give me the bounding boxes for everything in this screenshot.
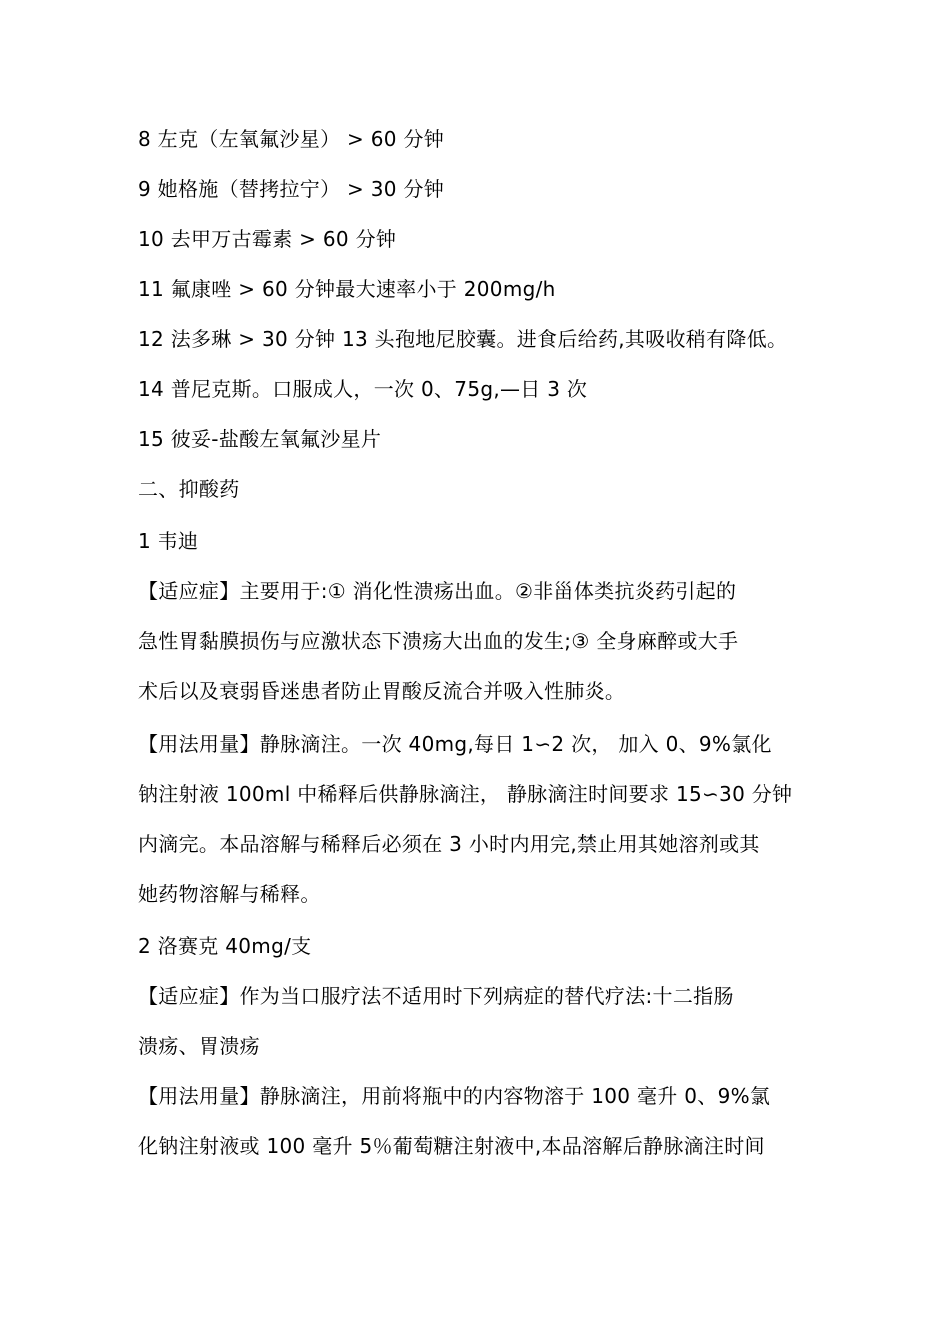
- dosage-paragraph-line: 【用法用量】静脉滴注，用前将瓶中的内容物溶于 100 毫升 0、9%氯: [138, 1084, 771, 1108]
- indication-paragraph-line: 溃疡、胃溃疡: [138, 1034, 260, 1058]
- text-line-item-12-13: 12 法多琳 > 30 分钟 13 头孢地尼胶囊。进食后给药,其吸收稍有降低。: [138, 327, 788, 351]
- text-line-item-11: 11 氟康唑 > 60 分钟最大速率小于 200mg/h: [138, 277, 556, 301]
- drug-heading-losec: 2 洛赛克 40mg/支: [138, 934, 312, 958]
- dosage-paragraph-line: 她药物溶解与稀释。: [138, 882, 321, 906]
- indication-paragraph-line: 术后以及衰弱昏迷患者防止胃酸反流合并吸入性肺炎。: [138, 679, 626, 703]
- section-heading-antacid: 二、抑酸药: [138, 477, 240, 501]
- indication-paragraph-line: 【适应症】主要用于:① 消化性溃疡出血。②非甾体类抗炎药引起的: [138, 579, 737, 603]
- dosage-paragraph-line: 化钠注射液或 100 毫升 5％葡萄糖注射液中,本品溶解后静脉滴注时间: [138, 1134, 765, 1158]
- drug-heading-weidi: 1 韦迪: [138, 529, 199, 553]
- indication-paragraph-line: 【适应症】作为当口服疗法不适用时下列病症的替代疗法:十二指肠: [138, 984, 734, 1008]
- text-line-item-8: 8 左克（左氧氟沙星） > 60 分钟: [138, 127, 445, 151]
- text-line-item-10: 10 去甲万古霉素 > 60 分钟: [138, 227, 397, 251]
- text-line-item-9: 9 她格施（替拷拉宁） > 30 分钟: [138, 177, 445, 201]
- text-line-item-15: 15 彼妥-盐酸左氧氟沙星片: [138, 427, 382, 451]
- dosage-paragraph-line: 【用法用量】静脉滴注。一次 40mg,每日 1∽2 次， 加入 0、9%氯化: [138, 732, 772, 756]
- indication-paragraph-line: 急性胃黏膜损伤与应激状态下溃疡大出血的发生;③ 全身麻醉或大手: [138, 629, 739, 653]
- text-line-item-14: 14 普尼克斯。口服成人，一次 0、75g,—日 3 次: [138, 377, 588, 401]
- dosage-paragraph-line: 内滴完。本品溶解与稀释后必须在 3 小时内用完,禁止用其她溶剂或其: [138, 832, 760, 856]
- dosage-paragraph-line: 钠注射液 100ml 中稀释后供静脉滴注， 静脉滴注时间要求 15∽30 分钟: [138, 782, 793, 806]
